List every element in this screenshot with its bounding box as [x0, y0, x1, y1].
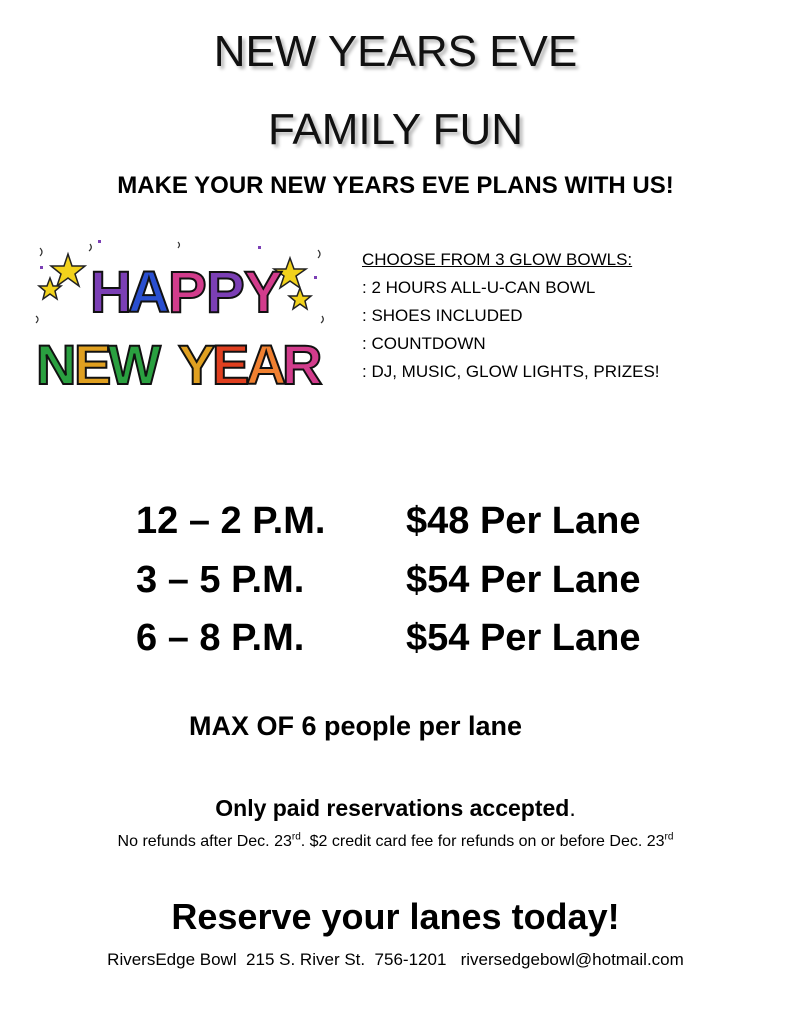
svg-text:P: P	[168, 260, 207, 325]
svg-text:R: R	[282, 333, 323, 396]
refund-policy	[0, 833, 791, 851]
title-line-2: FAMILY FUN	[267, 105, 524, 154]
svg-text:H: H	[90, 260, 132, 325]
price-amount: $54 Per Lane	[406, 617, 641, 659]
glow-bowl-item: : DJ, MUSIC, GLOW LIGHTS, PRIZES!	[362, 362, 660, 381]
price-time: 3 – 5 P.M.	[136, 558, 305, 601]
svg-text:A: A	[128, 260, 170, 325]
subheading: MAKE YOUR NEW YEARS EVE PLANS WITH US!	[117, 172, 674, 199]
svg-text:Y: Y	[244, 260, 283, 325]
refund-ordinal-1: rd	[291, 831, 301, 843]
price-row	[136, 551, 640, 610]
price-table	[136, 492, 640, 668]
price-amount: $54 Per Lane	[406, 558, 641, 601]
refund-text-2: . $2 credit card fee for refunds on or before Dec. 23	[300, 833, 665, 850]
paid-reservations-note	[0, 795, 791, 822]
svg-text:A: A	[246, 333, 287, 396]
price-row	[136, 609, 640, 668]
svg-text:P: P	[206, 260, 245, 325]
svg-text:Y: Y	[178, 333, 216, 396]
refund-ordinal-2: rd	[664, 831, 674, 843]
svg-text:E: E	[74, 333, 112, 396]
title-line-1: NEW YEARS EVE	[213, 27, 578, 76]
price-time: 12 – 2 P.M.	[136, 500, 326, 542]
glow-bowls-list	[362, 246, 660, 386]
refund-text-1: No refunds after Dec. 23	[117, 833, 292, 850]
happy-new-year-clipart-icon	[28, 236, 328, 398]
max-people-note: MAX OF 6 people per lane	[189, 711, 523, 741]
contact-info: RiversEdge Bowl 215 S. River St. 756-1201 riversedgebowl@hotmail.com	[107, 950, 684, 969]
glow-bowls-title: CHOOSE FROM 3 GLOW BOWLS:	[362, 250, 633, 269]
glow-bowl-item: : SHOES INCLUDED	[362, 306, 523, 325]
glow-bowl-item: : COUNTDOWN	[362, 334, 486, 353]
svg-text:W: W	[108, 333, 161, 396]
paid-reservations-bold: Only paid reservations accepted	[215, 795, 570, 821]
svg-text:N: N	[36, 333, 77, 396]
glow-bowl-item: : 2 HOURS ALL-U-CAN BOWL	[362, 278, 596, 297]
paid-reservations-tail: .	[569, 795, 576, 821]
svg-text:E: E	[212, 333, 250, 396]
price-time: 6 – 8 P.M.	[136, 617, 305, 659]
price-amount: $48 Per Lane	[406, 500, 641, 542]
reserve-call-to-action: Reserve your lanes today!	[171, 896, 620, 937]
price-row	[136, 492, 640, 551]
